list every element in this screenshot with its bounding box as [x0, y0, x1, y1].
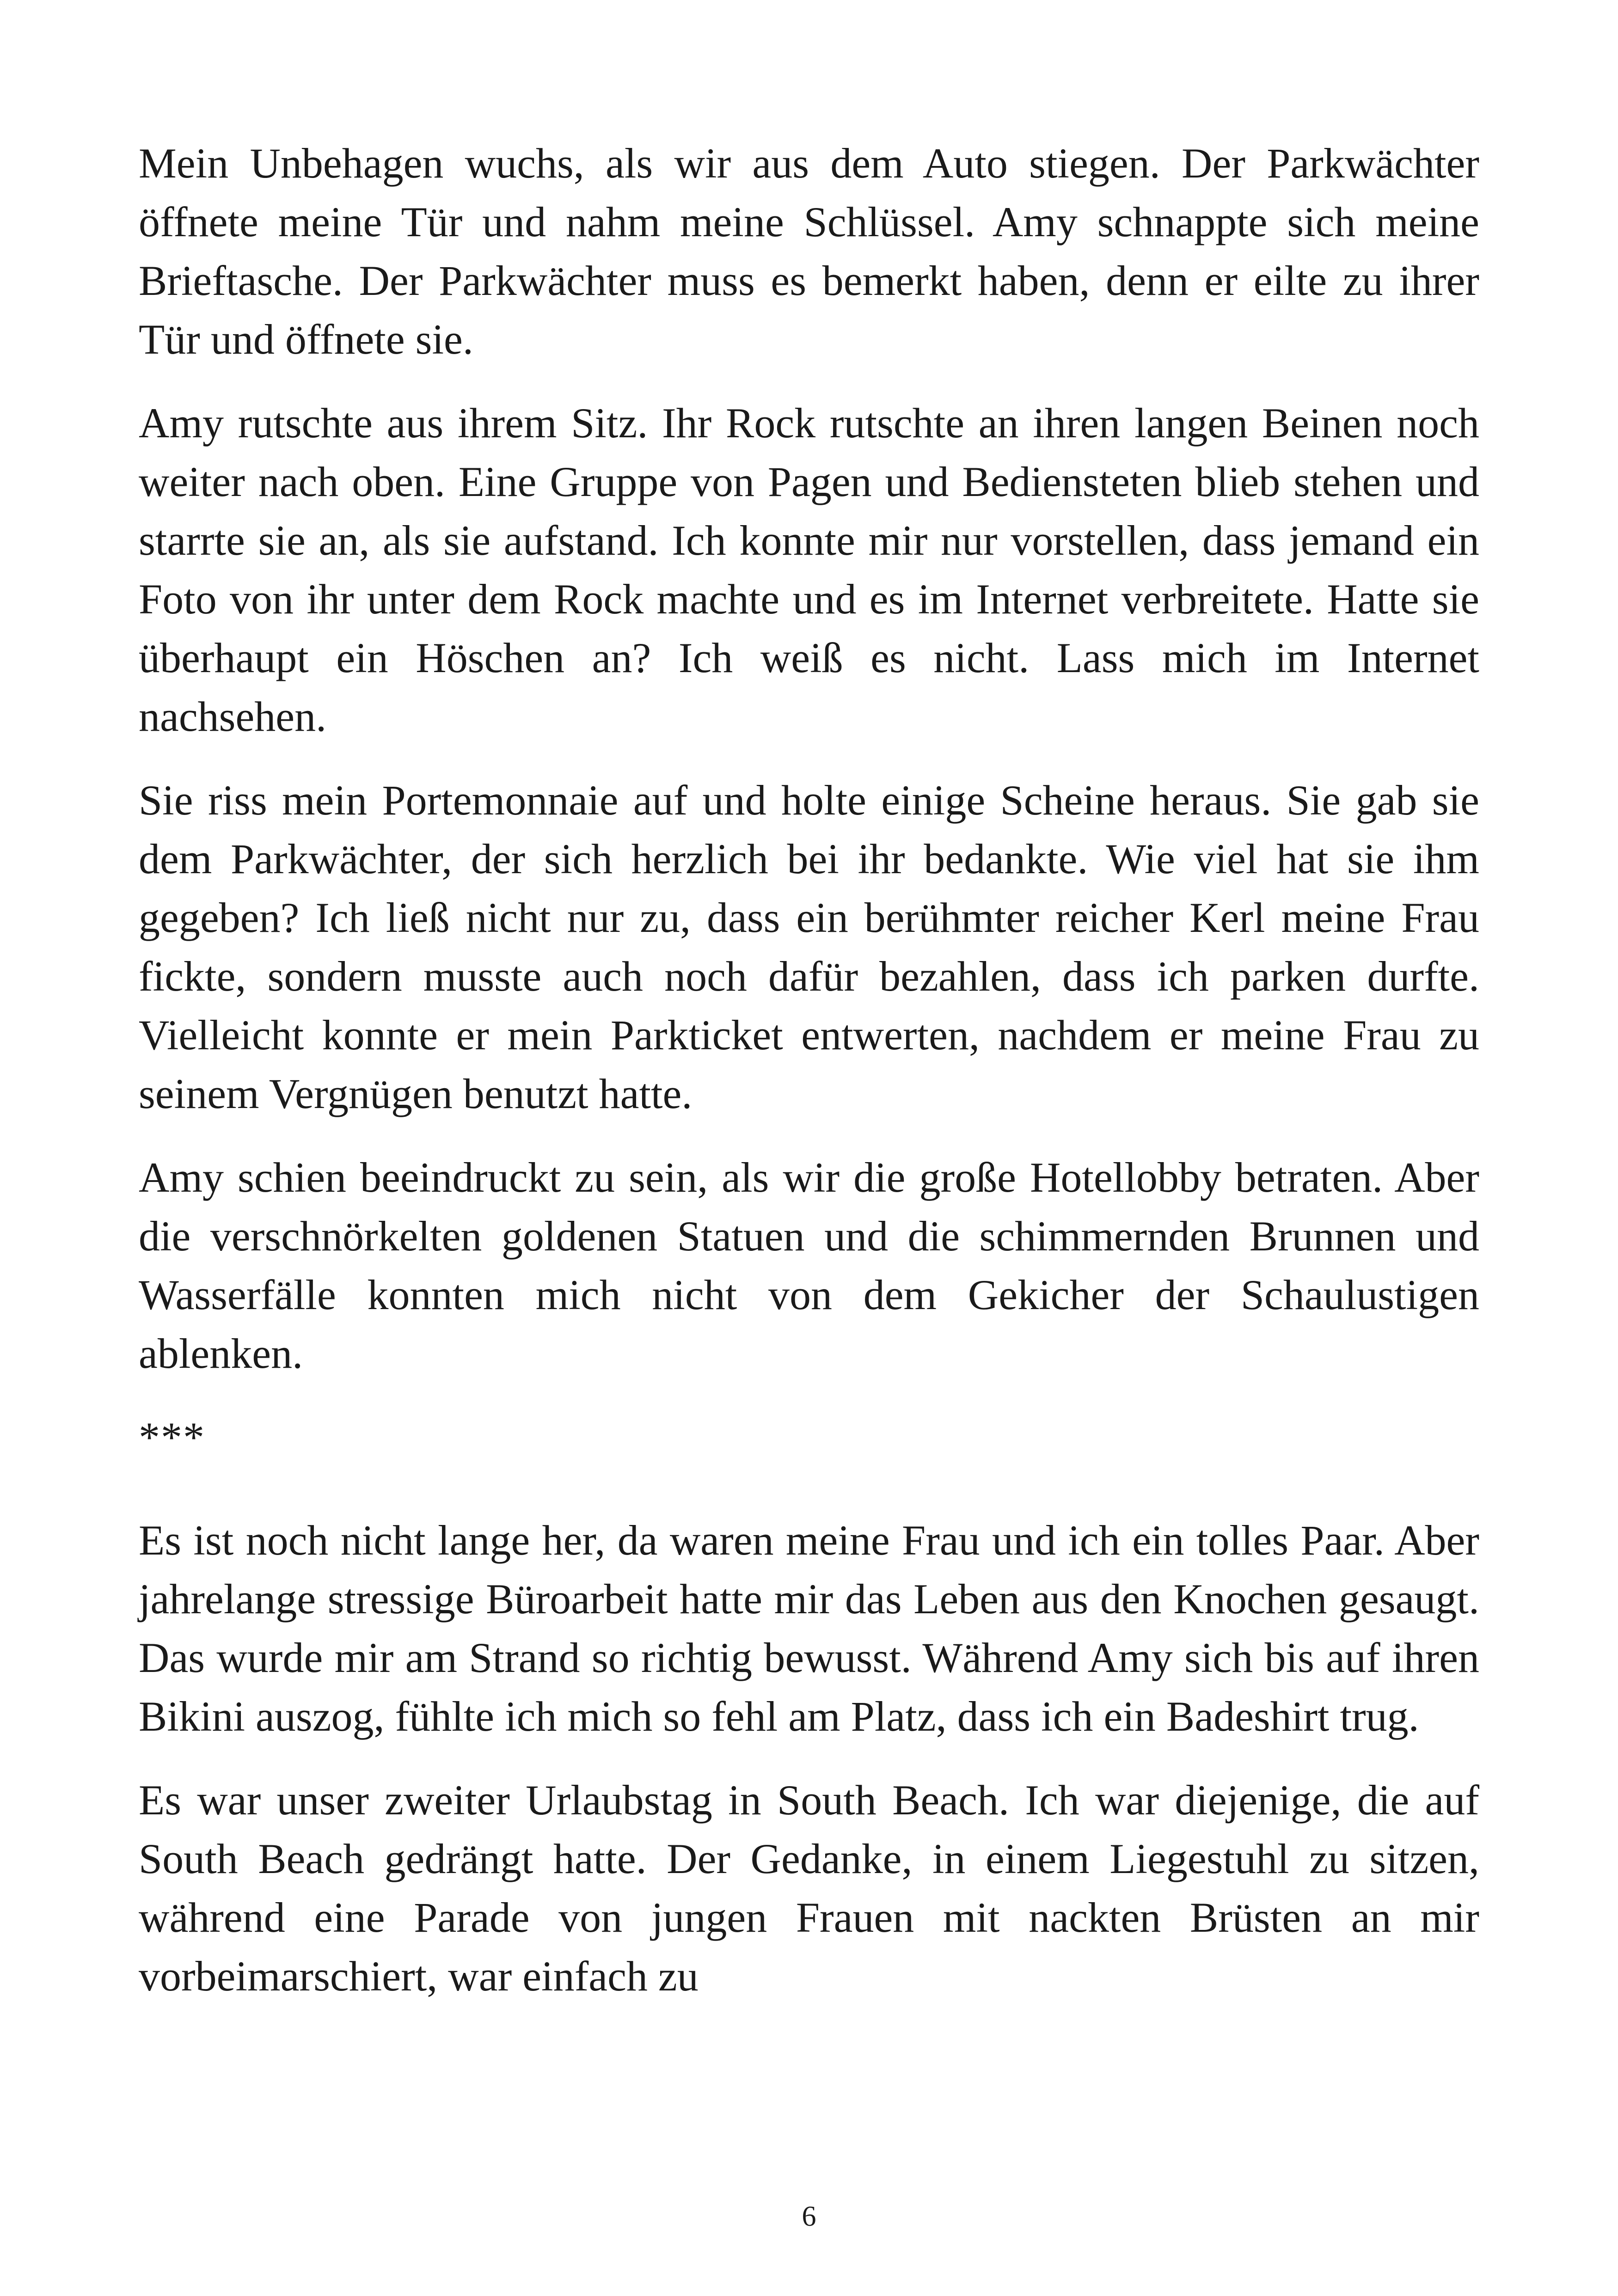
- paragraph-4: Amy schien beeindruckt zu sein, als wir die große Hotellobby betraten. Aber die verschnörkelten goldenen Statuen und die schimmernden Brunnen und Wasserfälle konnten mich nicht von dem Gekicher der Schaulustigen ablenken.: [139, 1154, 1479, 1377]
- paragraph-5: Es ist noch nicht lange her, da waren meine Frau und ich ein tolles Paar. Aber jahrelange stressige Büroarbeit hatte mir das Leben aus den Knochen gesaugt. Das wurde mir am Strand so richtig bewusst. Während Amy sich bis auf ihren Bikini auszog, fühlte ich mich so fehl am Platz, dass ich ein Badeshirt trug.: [139, 1517, 1479, 1740]
- page-number: 6: [802, 2201, 816, 2232]
- paragraph-3: Sie riss mein Portemonnaie auf und holte einige Scheine heraus. Sie gab sie dem Parkwächter, der sich herzlich bei ihr bedankte. Wie viel hat sie ihm gegeben? Ich ließ nicht nur zu, dass ein berühmter reicher Kerl meine Frau fickte, sondern musste auch noch dafür bezahlen, dass ich parken durfte. Vielleicht konnte er mein Parkticket entwerten, nachdem er meine Frau zu seinem Vergnügen benutzt hatte.: [139, 777, 1479, 1117]
- section-separator: ***: [139, 1414, 205, 1461]
- paragraph-1: Mein Unbehagen wuchs, als wir aus dem Auto stiegen. Der Parkwächter öffnete meine Tür und nahm meine Schlüssel. Amy schnappte sich meine Brieftasche. Der Parkwächter muss es bemerkt haben, denn er eilte zu ihrer Tür und öffnete sie.: [139, 140, 1479, 363]
- paragraph-2: Amy rutschte aus ihrem Sitz. Ihr Rock rutschte an ihren langen Beinen noch weiter nach oben. Eine Gruppe von Pagen und Bediensteten blieb stehen und starrte sie an, als sie aufstand. Ich konnte mir nur vorstellen, dass jemand ein Foto von ihr unter dem Rock machte und es im Internet verbreitete. Hatte sie überhaupt ein Höschen an? Ich weiß es nicht. Lass mich im Internet nachsehen.: [139, 399, 1479, 740]
- paragraph-6: Es war unser zweiter Urlaubstag in South Beach. Ich war diejenige, die auf South Beach gedrängt hatte. Der Gedanke, in einem Liegestuhl zu sitzen, während eine Parade von jungen Frauen mit nackten Brüsten an mir vorbeimarschiert, war einfach zu: [139, 1776, 1479, 2000]
- body-text: [139, 134, 1479, 2031]
